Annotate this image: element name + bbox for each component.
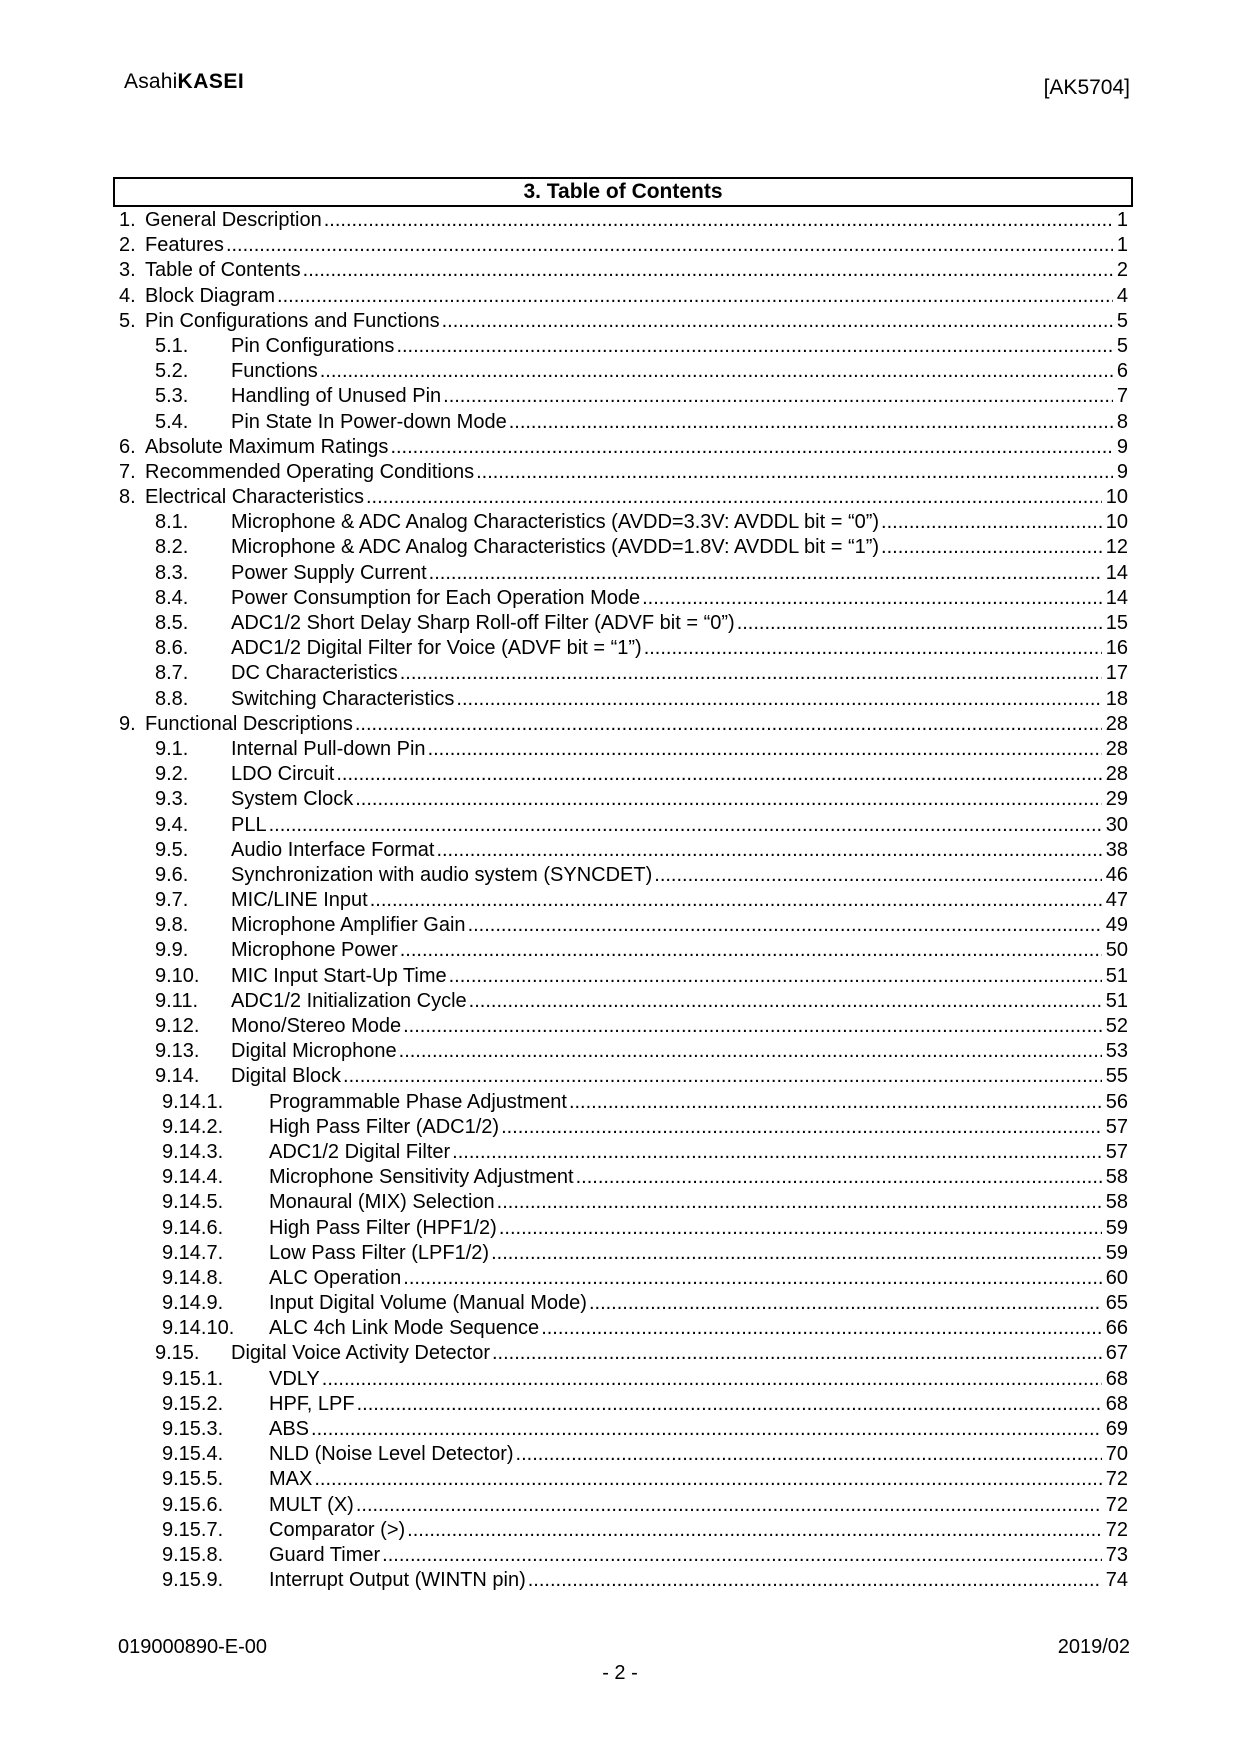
toc-entry-page: 67 [1105, 1342, 1128, 1365]
toc-dot-leader [311, 1417, 1102, 1442]
toc-entry-number: 9.3. [155, 788, 189, 811]
toc-entry-number: 6. [119, 435, 136, 458]
toc-entry-page: 18 [1105, 687, 1128, 710]
toc-entry-number: 9.1. [155, 737, 189, 760]
toc-entry-page: 5 [1116, 309, 1128, 332]
toc-entry-title: General Description [145, 209, 322, 231]
toc-dot-leader [303, 258, 1113, 283]
toc-entry-number: 9.14.10. [162, 1317, 235, 1340]
toc-entry[interactable] [113, 1367, 1128, 1392]
toc-entry[interactable] [113, 762, 1128, 787]
toc-dot-leader [468, 913, 1102, 938]
toc-entry[interactable] [113, 359, 1128, 384]
toc-dot-leader [357, 1392, 1102, 1417]
toc-dot-leader [491, 1241, 1102, 1266]
toc-dot-leader [881, 510, 1102, 535]
toc-entry[interactable] [113, 334, 1128, 359]
company-logo [124, 70, 244, 94]
toc-entry-title: Switching Characteristics [231, 687, 455, 710]
toc-entry-title: Power Supply Current [231, 561, 427, 584]
toc-heading: 3. Table of Contents [523, 180, 723, 203]
toc-dot-leader [226, 233, 1113, 258]
toc-entry-page: 10 [1105, 486, 1128, 509]
toc-entry[interactable] [113, 989, 1128, 1014]
toc-entry-number: 1. [119, 209, 136, 231]
toc-entry-title: Functions [231, 360, 318, 383]
toc-entry-number: 9.14.2. [162, 1115, 224, 1138]
toc-entry-number: 4. [119, 284, 136, 307]
toc-entry-number: 9.14. [155, 1065, 200, 1088]
toc-entry-number: 9.14.6. [162, 1216, 224, 1239]
toc-entry[interactable] [113, 1115, 1128, 1140]
toc-entry-title: Input Digital Volume (Manual Mode) [269, 1292, 587, 1315]
toc-entry-title: Handling of Unused Pin [231, 385, 442, 408]
toc-entry[interactable] [113, 888, 1128, 913]
toc-entry[interactable] [113, 1291, 1128, 1316]
toc-entry-number: 9.4. [155, 813, 189, 836]
toc-entry-title: LDO Circuit [231, 763, 335, 786]
toc-entry-title: ADC1/2 Digital Filter [269, 1140, 451, 1163]
toc-entry[interactable] [113, 1568, 1128, 1593]
toc-entry-page: 60 [1105, 1266, 1128, 1289]
toc-entry-number: 5.2. [155, 360, 189, 383]
toc-entry-number: 9.15.2. [162, 1392, 224, 1415]
toc-entry-title: Microphone Sensitivity Adjustment [269, 1166, 574, 1189]
toc-entry-page: 2 [1116, 259, 1128, 282]
toc-entry[interactable] [113, 1341, 1128, 1366]
toc-dot-leader [428, 737, 1102, 762]
page-number: - 2 - [602, 1662, 638, 1684]
toc-dot-leader [407, 1518, 1102, 1543]
toc-entry-title: Low Pass Filter (LPF1/2) [269, 1241, 490, 1264]
toc-entry[interactable] [113, 938, 1128, 963]
toc-entry-page: 38 [1105, 838, 1128, 861]
toc-dot-leader [355, 712, 1102, 737]
toc-entry-page: 51 [1105, 964, 1128, 987]
toc-entry-page: 28 [1105, 763, 1128, 786]
toc-dot-leader [501, 1115, 1102, 1140]
toc-entry-number: 5.4. [155, 410, 189, 433]
toc-entry[interactable] [113, 687, 1128, 712]
toc-entry[interactable] [113, 258, 1128, 283]
toc-dot-leader [355, 787, 1102, 812]
toc-dot-leader [396, 334, 1112, 359]
toc-entry-page: 17 [1105, 662, 1128, 685]
toc-dot-leader [322, 1367, 1102, 1392]
toc-entry-title: Internal Pull-down Pin [231, 737, 426, 760]
toc-entry-number: 9.12. [155, 1015, 200, 1037]
toc-entry-title: Programmable Phase Adjustment [269, 1090, 567, 1113]
toc-entry-title: MIC/LINE Input [231, 889, 368, 912]
toc-entry-title: ADC1/2 Short Delay Sharp Roll-off Filter (ADVF bit = “0”) [231, 612, 735, 634]
footer-doc-number: 019000890-E-00 [118, 1636, 268, 1658]
toc-dot-leader [509, 410, 1113, 435]
toc-entry[interactable] [113, 737, 1128, 762]
toc-entry-number: 8.6. [155, 637, 189, 660]
toc-entry-page: 51 [1105, 989, 1128, 1012]
toc-entry-page: 56 [1105, 1090, 1128, 1113]
toc-entry-page: 53 [1105, 1040, 1128, 1063]
toc-entry-page: 16 [1105, 637, 1128, 660]
toc-entry[interactable] [113, 913, 1128, 938]
toc-entry-number: 9.15.1. [162, 1367, 224, 1390]
toc-entry-title: ALC Operation [269, 1266, 402, 1289]
toc-entry[interactable] [113, 510, 1128, 535]
toc-entry[interactable] [113, 460, 1128, 485]
toc-entry-title: Audio Interface Format [231, 838, 435, 861]
toc-entry-number: 9.2. [155, 763, 189, 786]
toc-entry-page: 8 [1116, 410, 1128, 433]
toc-entry-number: 8. [119, 486, 136, 509]
toc-entry-title: Pin Configurations [231, 334, 395, 357]
toc-dot-leader [399, 1039, 1102, 1064]
toc-dot-leader [277, 284, 1113, 309]
toc-entry[interactable] [113, 611, 1128, 636]
toc-dot-leader [336, 762, 1101, 787]
toc-entry-number: 8.2. [155, 536, 189, 559]
toc-entry-title: Synchronization with audio system (SYNCDET) [231, 863, 653, 886]
toc-entry[interactable] [113, 384, 1128, 409]
toc-entry[interactable] [113, 1014, 1128, 1039]
toc-entry-page: 68 [1105, 1392, 1128, 1415]
toc-entry-number: 8.1. [155, 511, 189, 534]
toc-entry[interactable] [113, 661, 1128, 686]
toc-entry[interactable] [113, 1316, 1128, 1341]
toc-entry-page: 15 [1105, 612, 1128, 634]
toc-entry-page: 58 [1105, 1191, 1128, 1214]
toc-entry-page: 73 [1105, 1543, 1128, 1566]
toc-entry-title: Microphone & ADC Analog Characteristics (AVDD=1.8V: AVDDL bit = “1”) [231, 536, 880, 559]
toc-entry-title: ALC 4ch Link Mode Sequence [269, 1317, 540, 1340]
toc-entry-number: 9.6. [155, 863, 189, 886]
toc-entry[interactable] [113, 1039, 1128, 1064]
toc-entry-title: VDLY [269, 1367, 320, 1390]
toc-dot-leader [497, 1190, 1102, 1215]
toc-entry[interactable] [113, 1140, 1128, 1165]
toc-entry-number: 9. [119, 712, 136, 735]
toc-entry-page: 66 [1105, 1317, 1128, 1340]
toc-entry-page: 72 [1105, 1518, 1128, 1541]
toc-dot-leader [881, 535, 1102, 560]
toc-entry-number: 9.8. [155, 914, 189, 937]
toc-dot-leader [343, 1064, 1102, 1089]
toc-entry-page: 30 [1105, 813, 1128, 836]
toc-entry-number: 5. [119, 309, 136, 332]
toc-entry-title: High Pass Filter (HPF1/2) [269, 1216, 497, 1239]
toc-entry[interactable] [113, 1518, 1128, 1543]
toc-entry-number: 9.14.5. [162, 1191, 224, 1214]
toc-entry-number: 8.4. [155, 586, 189, 609]
toc-entry-number: 9.15.9. [162, 1569, 224, 1592]
toc-dot-leader [320, 359, 1113, 384]
toc-entry[interactable] [113, 636, 1128, 661]
toc-entry-page: 4 [1116, 284, 1128, 307]
toc-dot-leader [382, 1543, 1102, 1568]
toc-entry[interactable] [113, 410, 1128, 435]
toc-entry-page: 47 [1105, 889, 1128, 912]
toc-entry-number: 8.3. [155, 561, 189, 584]
toc-entry[interactable] [113, 787, 1128, 812]
toc-dot-leader [449, 964, 1102, 989]
toc-dot-leader [469, 989, 1102, 1014]
toc-entry-number: 9.14.9. [162, 1292, 224, 1315]
toc-entry-page: 52 [1105, 1015, 1128, 1037]
toc-entry-title: Guard Timer [269, 1543, 381, 1566]
toc-entry-number: 9.15.7. [162, 1518, 224, 1541]
toc-entry-page: 6 [1116, 360, 1128, 383]
toc-entry-title: Mono/Stereo Mode [231, 1015, 402, 1037]
toc-entry-page: 70 [1105, 1443, 1128, 1466]
toc-entry-number: 9.14.8. [162, 1266, 224, 1289]
toc-entry-page: 7 [1116, 385, 1128, 408]
toc-entry-page: 69 [1105, 1418, 1128, 1440]
toc-entry[interactable] [113, 1216, 1128, 1241]
toc-entry-number: 9.15.5. [162, 1468, 224, 1491]
toc-dot-leader [269, 813, 1102, 838]
toc-entry[interactable] [113, 485, 1128, 510]
toc-entry-title: Interrupt Output (WINTN pin) [269, 1569, 526, 1592]
toc-dot-leader [569, 1090, 1102, 1115]
toc-dot-leader [476, 460, 1113, 485]
toc-entry-number: 9.10. [155, 964, 200, 987]
toc-entry[interactable] [113, 838, 1128, 863]
toc-dot-leader [400, 661, 1102, 686]
toc-entry-title: Digital Block [231, 1065, 342, 1088]
toc-entry-title: Functional Descriptions [145, 712, 353, 735]
toc-entry-page: 10 [1105, 511, 1128, 534]
toc-entry-page: 72 [1105, 1468, 1128, 1491]
toc-dot-leader [576, 1165, 1102, 1190]
toc-entry-page: 14 [1105, 561, 1128, 584]
toc-dot-leader [456, 687, 1101, 712]
toc-entry-title: ADC1/2 Initialization Cycle [231, 989, 467, 1012]
toc-entry-number: 5.1. [155, 334, 189, 357]
toc-entry-number: 9.13. [155, 1040, 200, 1063]
toc-dot-leader [443, 384, 1113, 409]
toc-entry-title: Power Consumption for Each Operation Mode [231, 586, 641, 609]
toc-entry[interactable] [113, 535, 1128, 560]
toc-entry-title: PLL [231, 813, 267, 836]
toc-entry[interactable] [113, 284, 1128, 309]
toc-dot-leader [370, 888, 1102, 913]
toc-entry-number: 3. [119, 259, 136, 282]
toc-entry-number: 9.7. [155, 889, 189, 912]
toc-entry-page: 57 [1105, 1115, 1128, 1138]
toc-entry[interactable] [113, 1090, 1128, 1115]
toc-entry[interactable] [113, 1266, 1128, 1291]
toc-entry[interactable] [113, 863, 1128, 888]
toc-entry-number: 9.15. [155, 1342, 200, 1365]
toc-dot-leader [356, 1493, 1102, 1518]
toc-dot-leader [541, 1316, 1102, 1341]
toc-dot-leader [400, 938, 1102, 963]
toc-entry-number: 9.15.4. [162, 1443, 224, 1466]
toc-entry-page: 9 [1116, 435, 1128, 458]
toc-entry-title: Pin Configurations and Functions [145, 309, 440, 332]
logo-text-asahi: Asahi [124, 70, 178, 93]
toc-entry-page: 46 [1105, 863, 1128, 886]
toc-entry-number: 8.7. [155, 662, 189, 685]
toc-dot-leader [516, 1442, 1102, 1467]
toc-entry-page: 72 [1105, 1493, 1128, 1516]
toc-entry-page: 55 [1105, 1065, 1128, 1088]
footer-date: 2019/02 [1057, 1636, 1130, 1658]
toc-dot-leader [589, 1291, 1102, 1316]
toc-entry-number: 9.15.3. [162, 1418, 224, 1440]
toc-entry[interactable] [113, 813, 1128, 838]
toc-entry-page: 59 [1105, 1241, 1128, 1264]
toc-entry[interactable] [113, 1493, 1128, 1518]
toc-entry-title: Comparator (>) [269, 1518, 406, 1541]
toc-entry[interactable] [113, 712, 1128, 737]
toc-dot-leader [499, 1216, 1102, 1241]
toc-entry[interactable] [113, 586, 1128, 611]
toc-entry-page: 12 [1105, 536, 1128, 559]
logo-text-kasei: KASEI [177, 70, 245, 93]
toc-entry-number: 9.5. [155, 838, 189, 861]
toc-entry-page: 14 [1105, 586, 1128, 609]
toc-dot-leader [436, 838, 1101, 863]
toc-entry-number: 2. [119, 234, 136, 257]
toc-entry-page: 5 [1116, 334, 1128, 357]
toc-entry[interactable] [113, 1543, 1128, 1568]
toc-entry-page: 65 [1105, 1292, 1128, 1315]
toc-dot-leader [429, 561, 1102, 586]
toc-dot-leader [442, 309, 1113, 334]
toc-entry-number: 5.3. [155, 385, 189, 408]
toc-entry-page: 1 [1116, 234, 1128, 257]
toc-entry[interactable] [113, 1392, 1128, 1417]
document-id: [AK5704] [1043, 76, 1130, 99]
toc-entry[interactable] [113, 1417, 1128, 1442]
toc-entry-number: 9.11. [155, 989, 198, 1012]
toc-dot-leader [366, 485, 1102, 510]
toc-entry-page: 74 [1105, 1569, 1128, 1592]
toc-entry-title: Microphone & ADC Analog Characteristics (AVDD=3.3V: AVDDL bit = “0”) [231, 511, 880, 534]
toc-entry[interactable] [113, 208, 1128, 233]
toc-entry-title: Block Diagram [145, 284, 276, 307]
toc-entry-page: 58 [1105, 1166, 1128, 1189]
toc-dot-leader [492, 1341, 1102, 1366]
toc-entry-number: 8.8. [155, 687, 189, 710]
toc-entry-number: 9.15.6. [162, 1493, 224, 1516]
toc-dot-leader [642, 586, 1102, 611]
toc-dot-leader [390, 435, 1112, 460]
toc-entry[interactable] [113, 1467, 1128, 1492]
toc-entry-number: 8.5. [155, 612, 189, 634]
toc-entry-page: 29 [1105, 788, 1128, 811]
toc-entry-title: MAX [269, 1468, 313, 1491]
toc-entry-title: Electrical Characteristics [145, 486, 364, 509]
toc-entry[interactable] [113, 1442, 1128, 1467]
toc-entry-page: 28 [1105, 712, 1128, 735]
toc-entry-title: Microphone Power [231, 939, 398, 962]
toc-entry-number: 9.14.7. [162, 1241, 224, 1264]
toc-entry-title: Pin State In Power-down Mode [231, 410, 507, 433]
toc-dot-leader [314, 1467, 1101, 1492]
toc-entry-page: 9 [1116, 460, 1128, 483]
toc-entry-title: MIC Input Start-Up Time [231, 964, 447, 987]
toc-entry-title: MULT (X) [269, 1493, 354, 1516]
toc-entry-number: 9.14.4. [162, 1166, 224, 1189]
toc-dot-leader [528, 1568, 1102, 1593]
toc-entry-number: 9.14.1. [162, 1090, 224, 1113]
toc-entry-title: DC Characteristics [231, 662, 398, 685]
toc-entry-page: 59 [1105, 1216, 1128, 1239]
toc-entry-page: 49 [1105, 914, 1128, 937]
toc-entry-title: Digital Voice Activity Detector [231, 1342, 490, 1365]
toc-entry-page: 28 [1105, 737, 1128, 760]
toc-entry-title: Features [145, 234, 224, 257]
toc-dot-leader [403, 1014, 1102, 1039]
toc-entry-title: ABS [269, 1418, 310, 1440]
toc-entry-page: 50 [1105, 939, 1128, 962]
toc-dot-leader [324, 208, 1113, 233]
toc-entry-title: Absolute Maximum Ratings [145, 435, 389, 458]
toc-entry-title: System Clock [231, 788, 354, 811]
toc-entry-number: 9.14.3. [162, 1140, 224, 1163]
toc-entry-title: Recommended Operating Conditions [145, 460, 475, 483]
toc-entry-page: 1 [1116, 209, 1128, 231]
toc-entry-title: High Pass Filter (ADC1/2) [269, 1115, 500, 1138]
toc-entry[interactable] [113, 1165, 1128, 1190]
toc-dot-leader [654, 863, 1101, 888]
toc-entry-page: 68 [1105, 1367, 1128, 1390]
toc-entry-title: Digital Microphone [231, 1040, 397, 1063]
toc-entry[interactable] [113, 1064, 1128, 1089]
toc-entry[interactable] [113, 435, 1128, 460]
toc-entry-title: HPF, LPF [269, 1392, 355, 1415]
toc-entry-title: NLD (Noise Level Detector) [269, 1443, 514, 1466]
toc-entry-title: Microphone Amplifier Gain [231, 914, 466, 937]
toc-entry-title: ADC1/2 Digital Filter for Voice (ADVF bit = “1”) [231, 637, 642, 660]
toc-entry-number: 9.9. [155, 939, 189, 962]
table-of-contents [113, 208, 1128, 1593]
toc-entry[interactable] [113, 233, 1128, 258]
toc-entry[interactable] [113, 964, 1128, 989]
toc-dot-leader [644, 636, 1102, 661]
toc-dot-leader [452, 1140, 1102, 1165]
toc-entry-title: Table of Contents [145, 259, 301, 282]
toc-entry[interactable] [113, 309, 1128, 334]
toc-entry[interactable] [113, 561, 1128, 586]
toc-heading-box [113, 177, 1133, 207]
toc-entry[interactable] [113, 1190, 1128, 1215]
toc-dot-leader [403, 1266, 1101, 1291]
toc-entry-number: 9.15.8. [162, 1543, 224, 1566]
toc-entry-number: 7. [119, 460, 136, 483]
toc-dot-leader [737, 611, 1102, 636]
toc-entry-title: Monaural (MIX) Selection [269, 1191, 495, 1214]
toc-entry[interactable] [113, 1241, 1128, 1266]
toc-entry-page: 57 [1105, 1140, 1128, 1163]
